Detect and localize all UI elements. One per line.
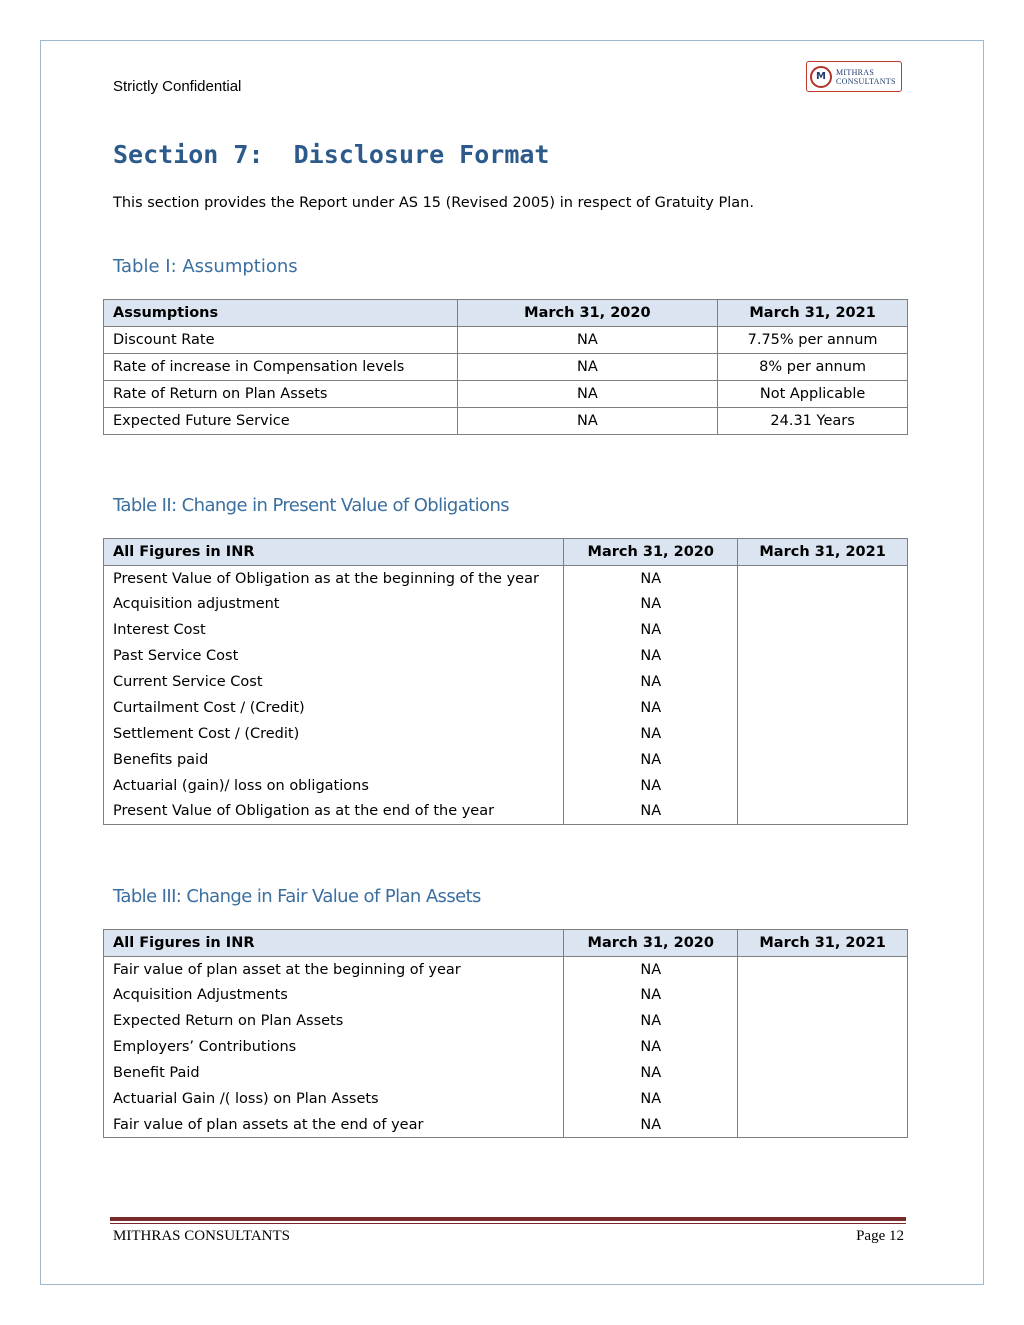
row-label: Expected Future Service bbox=[104, 408, 458, 435]
cell-2021 bbox=[738, 643, 908, 669]
section-intro: This section provides the Report under AS 15 (Revised 2005) in respect of Gratuity Plan. bbox=[113, 195, 754, 211]
cell-2020: NA bbox=[564, 591, 738, 617]
cell-2020: NA bbox=[564, 643, 738, 669]
cell-2021: 24.31 Years bbox=[718, 408, 908, 435]
cell-2020: NA bbox=[564, 1034, 738, 1060]
row-label: Benefit Paid bbox=[104, 1060, 564, 1086]
row-label: Employers’ Contributions bbox=[104, 1034, 564, 1060]
column-header: March 31, 2020 bbox=[564, 539, 738, 566]
table-header-row bbox=[104, 539, 908, 566]
row-label: Present Value of Obligation as at the end of the year bbox=[104, 799, 564, 825]
logo-mark-icon: M bbox=[810, 66, 832, 88]
footer-page-number: Page 12 bbox=[856, 1228, 904, 1244]
row-label: Settlement Cost / (Credit) bbox=[104, 721, 564, 747]
row-label: Current Service Cost bbox=[104, 669, 564, 695]
row-label: Acquisition Adjustments bbox=[104, 982, 564, 1008]
cell-2020: NA bbox=[564, 695, 738, 721]
logo-line2: CONSULTANTS bbox=[836, 76, 896, 86]
row-label: Actuarial (gain)/ loss on obligations bbox=[104, 773, 564, 799]
cell-2020: NA bbox=[564, 982, 738, 1008]
table-row bbox=[104, 643, 908, 669]
column-header: March 31, 2020 bbox=[564, 930, 738, 957]
table-row bbox=[104, 721, 908, 747]
table-row bbox=[104, 1060, 908, 1086]
cell-2021 bbox=[738, 1060, 908, 1086]
table-row bbox=[104, 1112, 908, 1138]
table-row bbox=[104, 591, 908, 617]
row-label: Present Value of Obligation as at the beginning of the year bbox=[104, 566, 564, 592]
cell-2020: NA bbox=[564, 773, 738, 799]
cell-2021 bbox=[738, 1112, 908, 1138]
table-row bbox=[104, 1034, 908, 1060]
cell-2021: 8% per annum bbox=[718, 354, 908, 381]
footer-divider bbox=[110, 1217, 906, 1221]
table-row bbox=[104, 381, 908, 408]
cell-2021 bbox=[738, 721, 908, 747]
cell-2020: NA bbox=[457, 381, 718, 408]
row-label: Benefits paid bbox=[104, 747, 564, 773]
table3-title: Table III: Change in Fair Value of Plan Assets bbox=[113, 886, 481, 907]
section-title: Section 7: Disclosure Format bbox=[113, 140, 550, 169]
row-label: Past Service Cost bbox=[104, 643, 564, 669]
table-row bbox=[104, 957, 908, 983]
column-header: March 31, 2021 bbox=[738, 930, 908, 957]
column-header: All Figures in INR bbox=[104, 930, 564, 957]
footer-company: MITHRAS CONSULTANTS bbox=[113, 1228, 291, 1244]
cell-2020: NA bbox=[564, 669, 738, 695]
table-header-row bbox=[104, 300, 908, 327]
row-label: Acquisition adjustment bbox=[104, 591, 564, 617]
row-label: Rate of Return on Plan Assets bbox=[104, 381, 458, 408]
company-logo bbox=[806, 61, 902, 92]
row-label: Fair value of plan assets at the end of year bbox=[104, 1112, 564, 1138]
table-row bbox=[104, 1008, 908, 1034]
table-row bbox=[104, 566, 908, 592]
cell-2021 bbox=[738, 773, 908, 799]
row-label: Curtailment Cost / (Credit) bbox=[104, 695, 564, 721]
column-header: March 31, 2021 bbox=[718, 300, 908, 327]
table-row bbox=[104, 695, 908, 721]
table-row bbox=[104, 617, 908, 643]
cell-2021: Not Applicable bbox=[718, 381, 908, 408]
cell-2020: NA bbox=[564, 721, 738, 747]
cell-2020: NA bbox=[564, 747, 738, 773]
cell-2020: NA bbox=[457, 354, 718, 381]
column-header: All Figures in INR bbox=[104, 539, 564, 566]
assumptions-table bbox=[103, 299, 908, 435]
confidential-label: Strictly Confidential bbox=[113, 78, 242, 95]
cell-2021 bbox=[738, 799, 908, 825]
column-header: March 31, 2020 bbox=[457, 300, 718, 327]
logo-text bbox=[836, 68, 896, 86]
obligations-table bbox=[103, 538, 908, 825]
cell-2021 bbox=[738, 982, 908, 1008]
row-label: Expected Return on Plan Assets bbox=[104, 1008, 564, 1034]
cell-2021 bbox=[738, 669, 908, 695]
cell-2020: NA bbox=[564, 1086, 738, 1112]
row-label: Rate of increase in Compensation levels bbox=[104, 354, 458, 381]
table-header-row bbox=[104, 930, 908, 957]
table1-title: Table I: Assumptions bbox=[113, 256, 298, 277]
table-row bbox=[104, 747, 908, 773]
table-row bbox=[104, 408, 908, 435]
cell-2020: NA bbox=[564, 1060, 738, 1086]
row-label: Interest Cost bbox=[104, 617, 564, 643]
table-row bbox=[104, 1086, 908, 1112]
row-label: Fair value of plan asset at the beginning of year bbox=[104, 957, 564, 983]
column-header: March 31, 2021 bbox=[738, 539, 908, 566]
cell-2021 bbox=[738, 957, 908, 983]
cell-2020: NA bbox=[564, 617, 738, 643]
table-row bbox=[104, 669, 908, 695]
cell-2021 bbox=[738, 566, 908, 592]
cell-2021 bbox=[738, 617, 908, 643]
cell-2020: NA bbox=[564, 957, 738, 983]
table-row bbox=[104, 982, 908, 1008]
column-header: Assumptions bbox=[104, 300, 458, 327]
plan-assets-table bbox=[103, 929, 908, 1138]
cell-2020: NA bbox=[457, 327, 718, 354]
cell-2021 bbox=[738, 1034, 908, 1060]
table-row bbox=[104, 354, 908, 381]
cell-2020: NA bbox=[564, 566, 738, 592]
cell-2021: 7.75% per annum bbox=[718, 327, 908, 354]
cell-2020: NA bbox=[457, 408, 718, 435]
cell-2021 bbox=[738, 591, 908, 617]
table-row bbox=[104, 327, 908, 354]
row-label: Actuarial Gain /( loss) on Plan Assets bbox=[104, 1086, 564, 1112]
table-row bbox=[104, 773, 908, 799]
cell-2021 bbox=[738, 695, 908, 721]
cell-2020: NA bbox=[564, 1008, 738, 1034]
cell-2020: NA bbox=[564, 799, 738, 825]
cell-2021 bbox=[738, 747, 908, 773]
logo-line1: MITHRAS bbox=[836, 67, 875, 77]
cell-2021 bbox=[738, 1008, 908, 1034]
row-label: Discount Rate bbox=[104, 327, 458, 354]
cell-2021 bbox=[738, 1086, 908, 1112]
footer-divider-thin bbox=[110, 1223, 906, 1224]
cell-2020: NA bbox=[564, 1112, 738, 1138]
table2-title: Table II: Change in Present Value of Obligations bbox=[113, 495, 510, 516]
table-row bbox=[104, 799, 908, 825]
